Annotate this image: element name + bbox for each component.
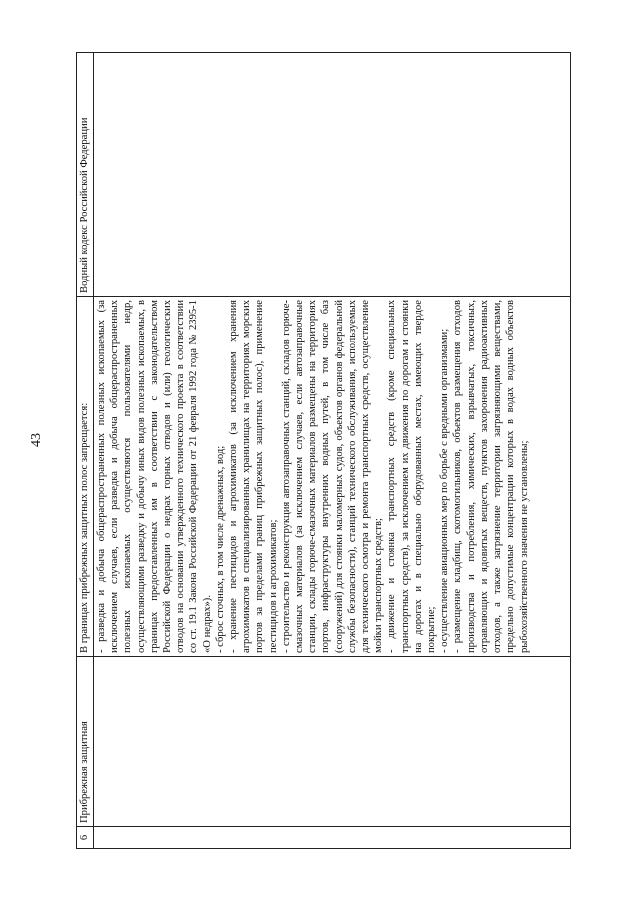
regulation-table [76,52,571,849]
row-number: 6 [77,827,94,849]
empty-cell [94,657,571,827]
table-row [94,53,571,849]
restrictions-list [94,297,571,657]
restrictions-heading: В границах прибрежных защитных полос запрещается: [77,297,94,657]
restriction-item: - хранение пестицидов и агрохимикатов (за исключением хранения агрохимикатов в специализированных хранилищах на территориях морских портов за пределами границ прибрежных защитных полос), применение пестицидов и агрохимикатов; [228,300,279,653]
source-law: Водный кодекс Российской Федерации [77,53,94,297]
restriction-item: - размещение кладбищ, скотомогильников, объектов размещения отходов производства и потребления, химических, взрывчатых, токсичных, отравляющих и ядовитых веществ, пунктов захоронения радиоактивных отходов, а также загрязнение территории загрязняющими веществами, предельно допустимые концентрации которых в водах водных объектов рыбохозяйственного значения не установлены; [452,300,530,653]
restriction-item: - движение и стоянка транспортных средств (кроме специальных транспортных средств), за исключением их движения по дорогам и стоянки на дорогах и в специально оборудованных местах, имеющих твердое покрытие; [386,300,438,653]
restriction-item: - осуществление авиационных мер по борьбе с вредными организмами; [439,328,451,653]
empty-cell [94,53,571,297]
restriction-item: - сброс сточных, в том числе дренажных, вод; [214,445,226,653]
restriction-item: - строительство и реконструкция автозаправочных станций, складов горюче-смазочных материалов (за исключением случаев, если автозаправочные станции, склады горюче-смазочных материалов размещены на территориях портов, инфраструктуры внутренних водных путей, в том числе баз (сооружений) для стоянки маломерных судов, объектов органов федеральной службы безопасности), станций технического обслуживания, используемых для технического осмотра и ремонта транспортных средств, осуществление мойки транспортных средств; [280,300,385,653]
page-number: 43 [29,433,44,447]
zone-name: Прибрежная защитная [77,657,94,827]
restriction-item: - разведка и добыча общераспространенных полезных ископаемых (за исключением случаев, если разведка и добыча общераспространенных полезных ископаемых осуществляются пользователями недр, осуществляющими разведку и добычу иных видов полезных ископаемых, в границах предоставленных им в соответствии с законодательством Российской Федерации о недрах горных отводов и (или) геологических отводов на основании утвержденного технического проекта в соответствии со ст. 19.1 Закона Российской Федерации от 21 февраля 1992 года № 2395-1 «О недрах»). [96,300,213,653]
rotated-page [76,53,571,849]
empty-cell [94,827,571,849]
table-row [77,53,94,849]
